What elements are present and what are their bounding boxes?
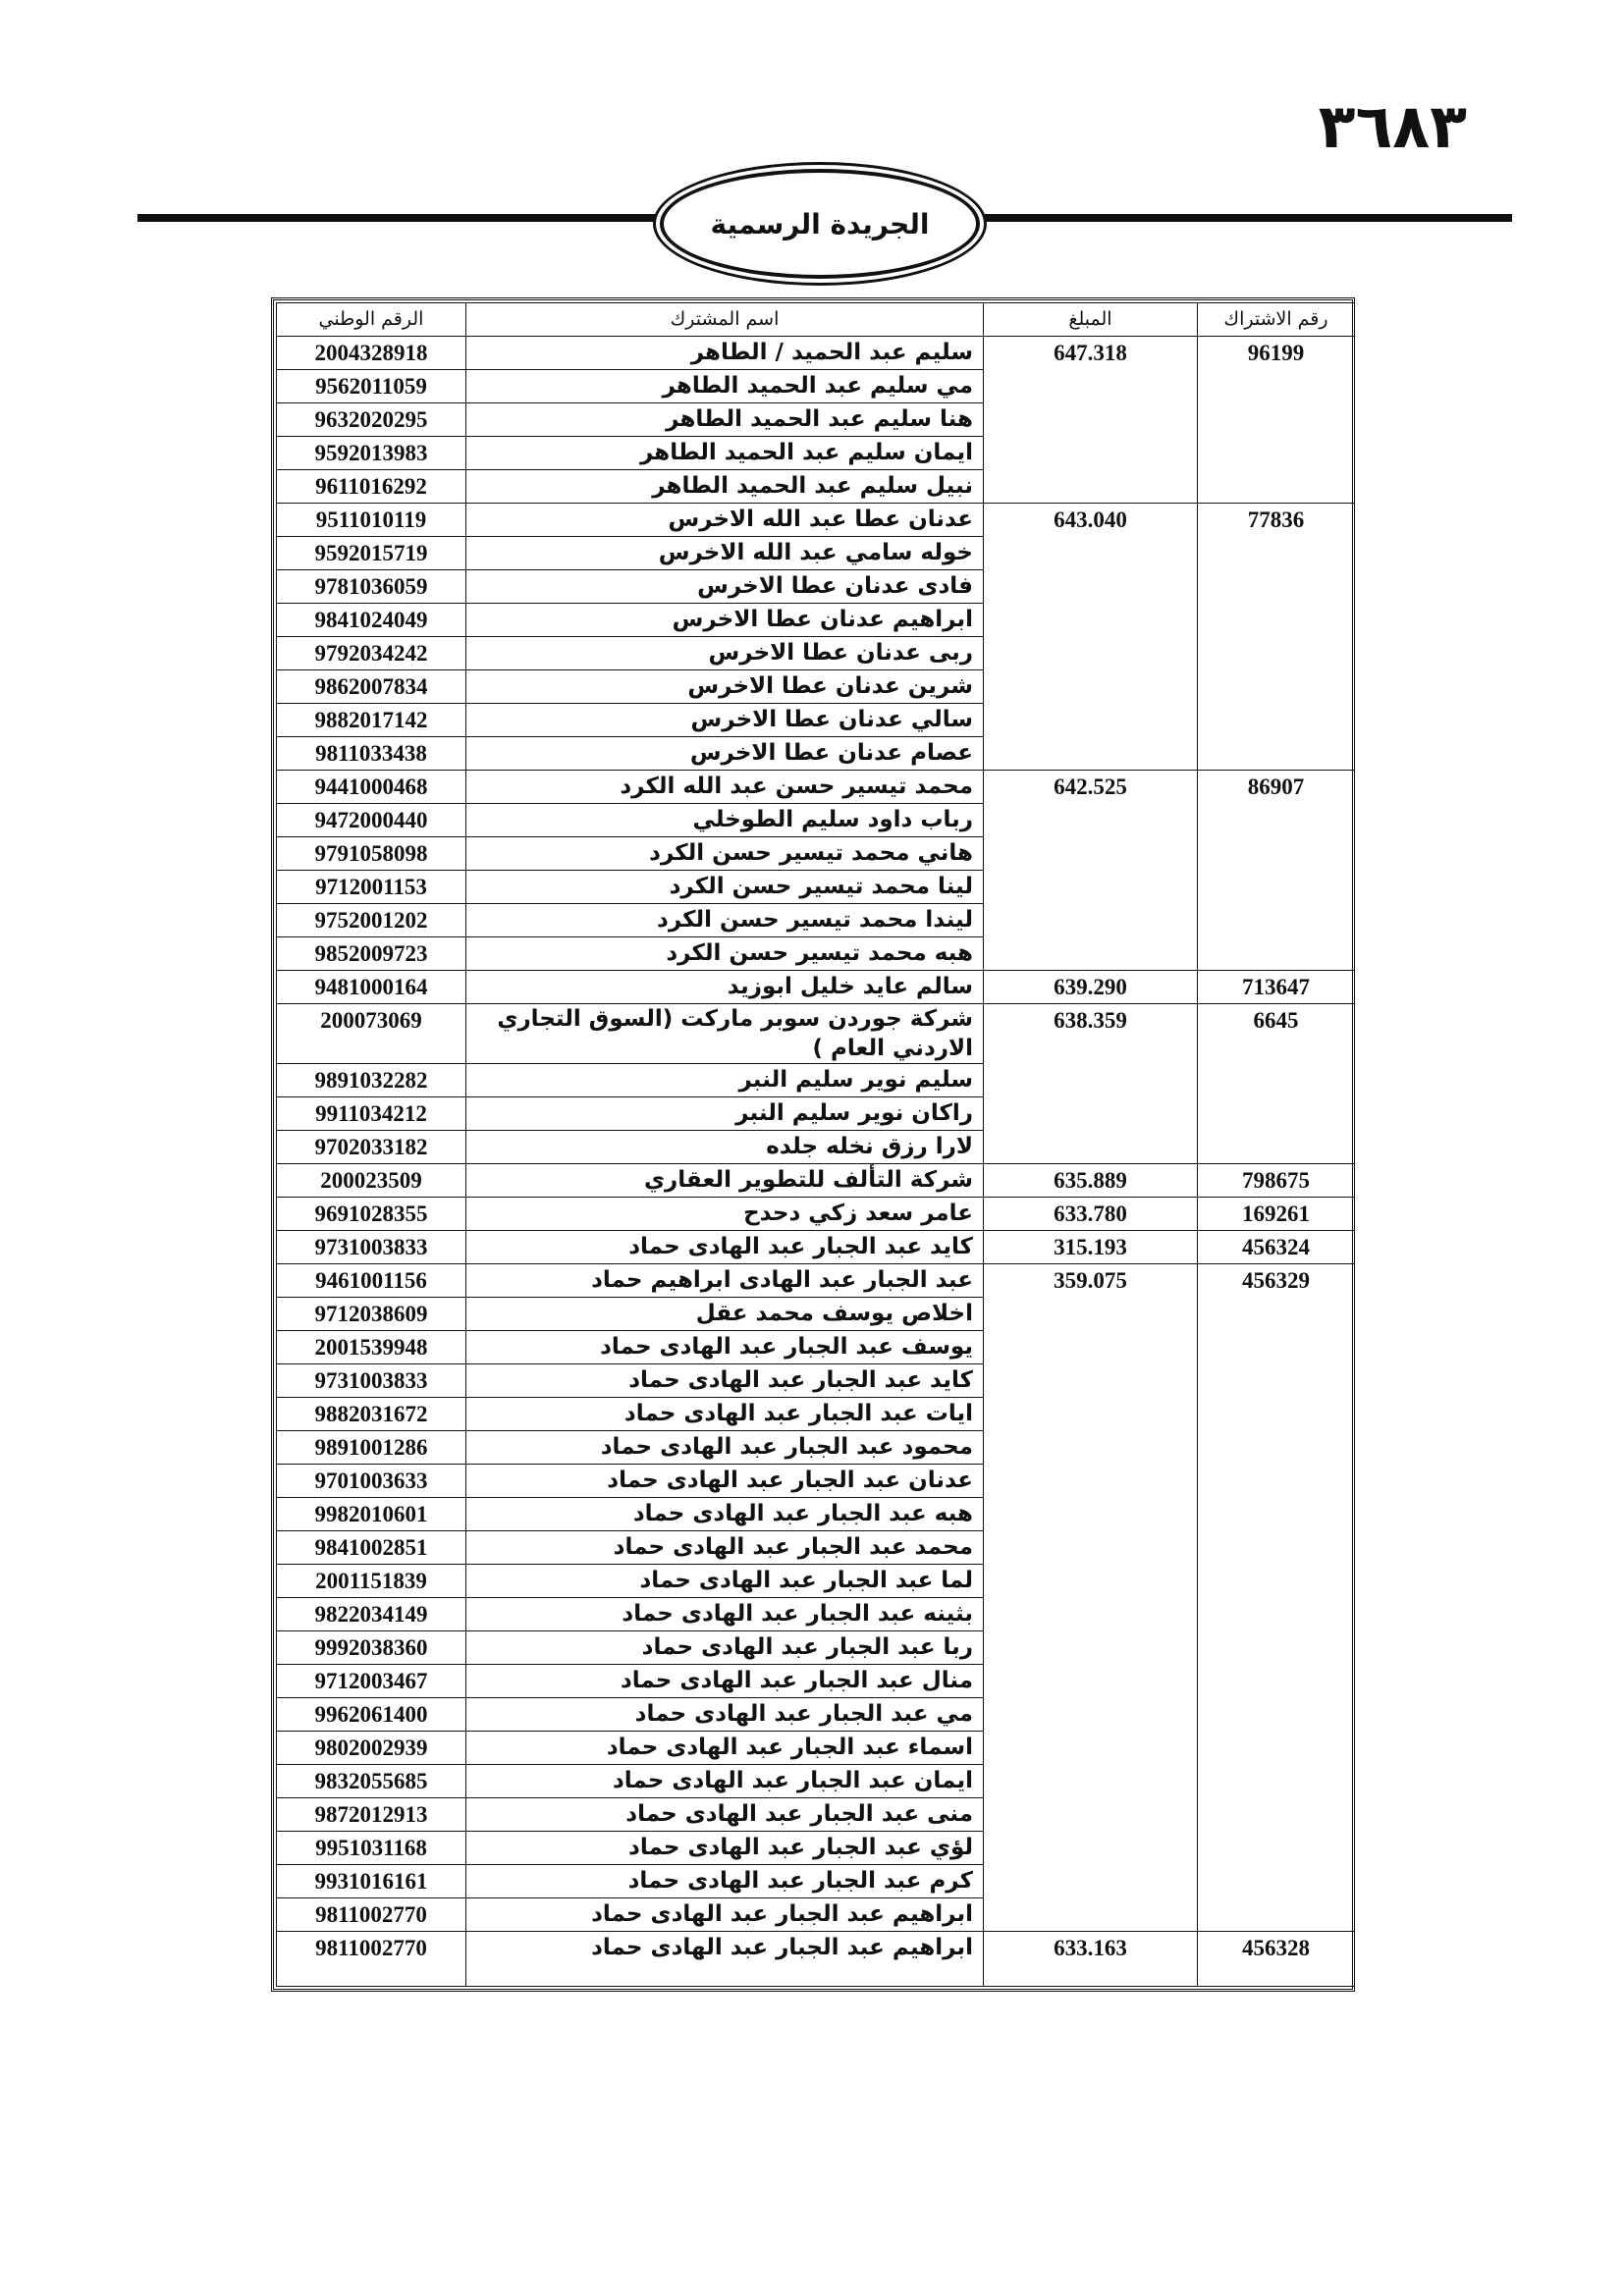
subscription-no-cell: 713647 (1198, 971, 1355, 1004)
national-no-cell: 9712003467 (277, 1665, 466, 1698)
national-no-cell: 9792034242 (277, 637, 466, 670)
amount-cell: 635.889 (984, 1164, 1198, 1198)
national-no-cell: 9731003833 (277, 1231, 466, 1264)
subscriber-name-cell: ليندا محمد تيسير حسن الكرد (466, 904, 984, 937)
amount-cell: 643.040 (984, 504, 1198, 771)
national-no-cell: 9441000468 (277, 771, 466, 804)
subscriber-name-cell: ابراهيم عبد الجبار عبد الهادى حماد (466, 1898, 984, 1932)
subscriber-name-cell: هاني محمد تيسير حسن الكرد (466, 837, 984, 871)
subscription-no-cell: 456324 (1198, 1231, 1355, 1264)
national-no-cell: 9872012913 (277, 1798, 466, 1832)
table-row (277, 971, 1355, 1004)
amount-cell: 638.359 (984, 1004, 1198, 1164)
subscriber-name-cell: نبيل سليم عبد الحميد الطاهر (466, 470, 984, 504)
national-no-cell: 9752001202 (277, 904, 466, 937)
national-no-cell: 9841024049 (277, 604, 466, 637)
national-no-cell: 9911034212 (277, 1097, 466, 1131)
subscription-no-cell: 456329 (1198, 1264, 1355, 1932)
subscriber-name-cell: سليم نوير سليم النبر (466, 1064, 984, 1097)
national-no-cell: 9701003633 (277, 1465, 466, 1498)
national-no-cell: 200073069 (277, 1004, 466, 1064)
national-no-cell: 9811002770 (277, 1932, 466, 1987)
amount-cell: 359.075 (984, 1264, 1198, 1932)
national-no-cell: 9712038609 (277, 1298, 466, 1331)
amount-cell: 315.193 (984, 1231, 1198, 1264)
subscriber-name-cell: محمد عبد الجبار عبد الهادى حماد (466, 1531, 984, 1565)
subscriber-name-cell: سليم عبد الحميد / الطاهر (466, 337, 984, 370)
table-row (277, 1264, 1355, 1298)
subscribers-table (276, 302, 1355, 1987)
subscription-no-cell: 798675 (1198, 1164, 1355, 1198)
subscriber-name-cell: عصام عدنان عطا الاخرس (466, 737, 984, 771)
subscriber-name-cell: شرين عدنان عطا الاخرس (466, 670, 984, 704)
subscriber-name-cell: خوله سامي عبد الله الاخرس (466, 537, 984, 570)
subscription-no-cell: 86907 (1198, 771, 1355, 971)
header-national-no: الرقم الوطني (277, 303, 466, 337)
national-no-cell: 9982010601 (277, 1498, 466, 1531)
subscriber-name-cell: لارا رزق نخله جلده (466, 1131, 984, 1164)
subscription-no-cell: 6645 (1198, 1004, 1355, 1164)
national-no-cell: 9632020295 (277, 403, 466, 437)
subscriber-name-cell: مي سليم عبد الحميد الطاهر (466, 370, 984, 403)
national-no-cell: 9562011059 (277, 370, 466, 403)
national-no-cell: 2004328918 (277, 337, 466, 370)
national-no-cell: 9822034149 (277, 1598, 466, 1631)
national-no-cell: 9891032282 (277, 1064, 466, 1097)
subscriber-name-cell: كرم عبد الجبار عبد الهادى حماد (466, 1865, 984, 1898)
subscriber-name-cell: عامر سعد زكي دحدح (466, 1198, 984, 1231)
national-no-cell: 9611016292 (277, 470, 466, 504)
national-no-cell: 9472000440 (277, 804, 466, 837)
national-no-cell: 9862007834 (277, 670, 466, 704)
subscriber-name-cell: محمد تيسير حسن عبد الله الكرد (466, 771, 984, 804)
national-no-cell: 200023509 (277, 1164, 466, 1198)
page-number: ٣٦٨٣ (1318, 90, 1467, 162)
national-no-cell: 9931016161 (277, 1865, 466, 1898)
national-no-cell: 9882017142 (277, 704, 466, 737)
national-no-cell: 9832055685 (277, 1765, 466, 1798)
subscription-no-cell: 96199 (1198, 337, 1355, 504)
table-row (277, 337, 1355, 370)
subscriber-name-cell: عدنان عطا عبد الله الاخرس (466, 504, 984, 537)
national-no-cell: 2001151839 (277, 1565, 466, 1598)
header-subscriber-name: اسم المشترك (466, 303, 984, 337)
subscriber-name-cell: اخلاص يوسف محمد عقل (466, 1298, 984, 1331)
subscriber-name-cell: ابراهيم عبد الجبار عبد الهادى حماد (466, 1932, 984, 1987)
subscriber-name-cell: فادى عدنان عطا الاخرس (466, 570, 984, 604)
table-row (277, 771, 1355, 804)
subscriber-name-cell: مي عبد الجبار عبد الهادى حماد (466, 1698, 984, 1732)
amount-cell: 639.290 (984, 971, 1198, 1004)
subscriber-name-cell: اسماء عبد الجبار عبد الهادى حماد (466, 1732, 984, 1765)
amount-cell: 633.163 (984, 1932, 1198, 1987)
subscriber-name-cell: ربا عبد الجبار عبد الهادى حماد (466, 1631, 984, 1665)
national-no-cell: 9691028355 (277, 1198, 466, 1231)
national-no-cell: 9962061400 (277, 1698, 466, 1732)
gazette-title-oval (660, 169, 980, 279)
subscriber-name-cell: ايمان عبد الجبار عبد الهادى حماد (466, 1765, 984, 1798)
subscriber-name-cell: لما عبد الجبار عبد الهادى حماد (466, 1565, 984, 1598)
subscriber-name-cell: شركة التألف للتطوير العقاري (466, 1164, 984, 1198)
subscriber-name-cell: ايات عبد الجبار عبد الهادى حماد (466, 1398, 984, 1431)
subscriber-name-cell: راكان نوير سليم النبر (466, 1097, 984, 1131)
national-no-cell: 9802002939 (277, 1732, 466, 1765)
subscriber-name-cell: كايد عبد الجبار عبد الهادى حماد (466, 1364, 984, 1398)
subscriber-name-cell: ابراهيم عدنان عطا الاخرس (466, 604, 984, 637)
subscribers-table-frame (271, 297, 1355, 1992)
subscriber-name-cell: لؤي عبد الجبار عبد الهادى حماد (466, 1832, 984, 1865)
subscriber-name-cell: هبه عبد الجبار عبد الهادى حماد (466, 1498, 984, 1531)
national-no-cell: 9461001156 (277, 1264, 466, 1298)
national-no-cell: 9811033438 (277, 737, 466, 771)
subscriber-name-cell: كايد عبد الجبار عبد الهادى حماد (466, 1231, 984, 1264)
table-header-row (277, 303, 1355, 337)
national-no-cell: 9811002770 (277, 1898, 466, 1932)
subscriber-name-cell: عدنان عبد الجبار عبد الهادى حماد (466, 1465, 984, 1498)
national-no-cell: 9592015719 (277, 537, 466, 570)
table-row (277, 1004, 1355, 1064)
national-no-cell: 9791058098 (277, 837, 466, 871)
subscriber-name-cell: هبه محمد تيسير حسن الكرد (466, 937, 984, 971)
national-no-cell: 9712001153 (277, 871, 466, 904)
subscriber-name-cell: ربى عدنان عطا الاخرس (466, 637, 984, 670)
gazette-title: الجريدة الرسمية (710, 207, 930, 240)
national-no-cell: 9891001286 (277, 1431, 466, 1465)
table-body (277, 337, 1355, 1987)
national-no-cell: 9592013983 (277, 437, 466, 470)
header-amount: المبلغ (984, 303, 1198, 337)
subscriber-name-cell: عبد الجبار عبد الهادى ابراهيم حماد (466, 1264, 984, 1298)
national-no-cell: 2001539948 (277, 1331, 466, 1364)
subscriber-name-cell: ايمان سليم عبد الحميد الطاهر (466, 437, 984, 470)
table-row (277, 1198, 1355, 1231)
subscriber-name-cell: هنا سليم عبد الحميد الطاهر (466, 403, 984, 437)
national-no-cell: 9951031168 (277, 1832, 466, 1865)
subscriber-name-cell: منال عبد الجبار عبد الهادى حماد (466, 1665, 984, 1698)
table-row (277, 1164, 1355, 1198)
subscriber-name-cell: سالي عدنان عطا الاخرس (466, 704, 984, 737)
header-subscription-no: رقم الاشتراك (1198, 303, 1355, 337)
amount-cell: 642.525 (984, 771, 1198, 971)
national-no-cell: 9882031672 (277, 1398, 466, 1431)
subscriber-name-cell: منى عبد الجبار عبد الهادى حماد (466, 1798, 984, 1832)
subscriber-name-cell: رباب داود سليم الطوخلي (466, 804, 984, 837)
amount-cell: 647.318 (984, 337, 1198, 504)
national-no-cell: 9781036059 (277, 570, 466, 604)
subscription-no-cell: 169261 (1198, 1198, 1355, 1231)
subscriber-name-cell: سالم عايد خليل ابوزيد (466, 971, 984, 1004)
subscriber-name-cell: يوسف عبد الجبار عبد الهادى حماد (466, 1331, 984, 1364)
national-no-cell: 9852009723 (277, 937, 466, 971)
national-no-cell: 9481000164 (277, 971, 466, 1004)
national-no-cell: 9841002851 (277, 1531, 466, 1565)
subscription-no-cell: 77836 (1198, 504, 1355, 771)
table-row (277, 1231, 1355, 1264)
table-row (277, 1932, 1355, 1987)
subscription-no-cell: 456328 (1198, 1932, 1355, 1987)
amount-cell: 633.780 (984, 1198, 1198, 1231)
subscriber-name-cell: بثينه عبد الجبار عبد الهادى حماد (466, 1598, 984, 1631)
table-row (277, 504, 1355, 537)
subscriber-name-cell: لينا محمد تيسير حسن الكرد (466, 871, 984, 904)
national-no-cell: 9731003833 (277, 1364, 466, 1398)
national-no-cell: 9511010119 (277, 504, 466, 537)
national-no-cell: 9992038360 (277, 1631, 466, 1665)
national-no-cell: 9702033182 (277, 1131, 466, 1164)
subscriber-name-cell: شركة جوردن سوبر ماركت (السوق التجاري الاردني العام ) (466, 1004, 984, 1064)
subscriber-name-cell: محمود عبد الجبار عبد الهادى حماد (466, 1431, 984, 1465)
